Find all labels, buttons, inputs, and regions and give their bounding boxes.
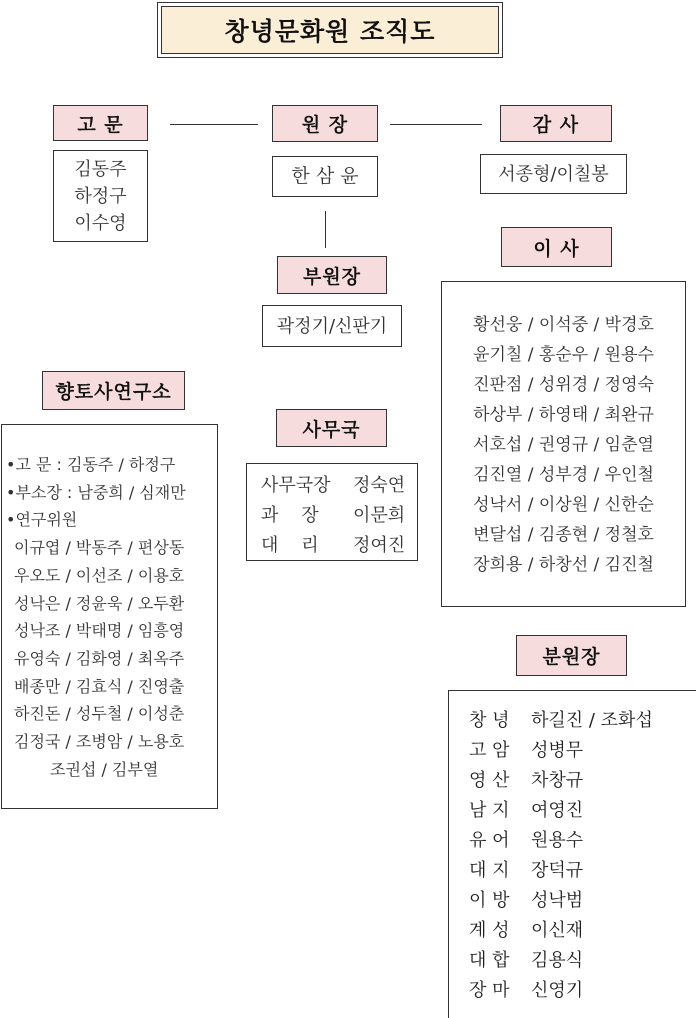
- board-label: 이 사: [501, 227, 612, 267]
- branch-row: [469, 976, 696, 1006]
- research-line: •부소장 : 남중희 / 심재만: [6, 482, 186, 502]
- branch-row: [469, 826, 696, 856]
- branch-place: 장 마: [469, 980, 510, 1001]
- office-name: 정여진: [353, 535, 406, 556]
- director-label: 원 장: [272, 105, 378, 142]
- branch-place: 영 산: [469, 770, 510, 791]
- board-row: 황선웅 / 이석중 / 박경호: [473, 315, 654, 335]
- advisor-name: 김동주: [74, 158, 127, 180]
- branch-head: 하길진 / 조화섭: [531, 710, 653, 731]
- branch-head: 성병무: [531, 740, 584, 761]
- branch-row: [469, 946, 696, 976]
- research-line: 김정국 / 조병암 / 노용호: [14, 732, 185, 752]
- branch-head: 신영기: [531, 980, 584, 1001]
- research-line: 유영숙 / 김화영 / 최옥주: [14, 648, 185, 668]
- branch-row: [469, 916, 696, 946]
- branch-place: 고 암: [469, 740, 510, 761]
- auditor-names: 서종형/이칠봉: [498, 163, 609, 185]
- branch-head: 차창규: [531, 770, 584, 791]
- branch-row: [469, 886, 696, 916]
- office-row: [261, 531, 417, 561]
- branch-row: [469, 796, 696, 826]
- branch-place: 창 녕: [469, 710, 510, 731]
- connector-director-vice: [325, 211, 326, 248]
- research-box: [1, 424, 218, 809]
- vice-director-box: [262, 305, 402, 347]
- board-row: 서호섭 / 권영규 / 임춘열: [473, 435, 654, 455]
- branch-place: 대 지: [469, 860, 510, 881]
- branches-box: [448, 690, 696, 1018]
- research-line: 배종만 / 김효식 / 진영출: [14, 676, 185, 696]
- board-row: 진판점 / 성위경 / 정영숙: [473, 375, 654, 395]
- director-name: 한 삼 윤: [291, 165, 359, 187]
- branch-place: 남 지: [469, 800, 510, 821]
- branch-row: [469, 856, 696, 886]
- research-label: 향토사연구소: [42, 371, 185, 410]
- advisor-label: 고 문: [53, 105, 148, 141]
- branch-place: 이 방: [469, 890, 510, 911]
- office-role: 대 리: [261, 535, 319, 556]
- branch-head: 장덕규: [531, 860, 584, 881]
- research-line: 성낙조 / 박태명 / 임흥영: [14, 621, 185, 641]
- research-line: •고 문 : 김동주 / 하정구: [6, 455, 176, 474]
- auditor-label: 감 사: [500, 105, 612, 142]
- research-line: 성낙은 / 정윤욱 / 오두환: [14, 593, 185, 613]
- auditor-box: [480, 154, 627, 194]
- research-line: 하진돈 / 성두철 / 이성춘: [14, 704, 185, 724]
- office-role: 사무국장: [261, 475, 331, 496]
- board-row: 윤기칠 / 홍순우 / 원용수: [473, 345, 654, 365]
- branch-place: 대 합: [469, 950, 510, 971]
- branch-head: 김용식: [531, 950, 584, 971]
- advisor-name: 이수영: [74, 212, 127, 234]
- office-name: 이문희: [353, 505, 406, 526]
- branch-head: 이신재: [531, 920, 584, 941]
- branches-label: 분원장: [516, 635, 627, 676]
- research-line: 우오도 / 이선조 / 이용호: [14, 565, 185, 585]
- office-label: 사무국: [276, 409, 387, 447]
- advisor-name: 하정구: [74, 185, 127, 207]
- branch-head: 여영진: [531, 800, 584, 821]
- research-line: 조권섭 / 김부열: [50, 759, 159, 779]
- director-box: [272, 156, 378, 197]
- research-line: •연구위원: [6, 510, 78, 530]
- vice-director-label: 부원장: [277, 256, 387, 294]
- branch-row: [469, 706, 696, 736]
- connector-advisor-director: [170, 124, 258, 125]
- chart-title: 창녕문화원 조직도: [161, 6, 499, 54]
- branch-head: 원용수: [531, 830, 584, 851]
- research-line: 이규엽 / 박동주 / 편상동: [14, 538, 185, 558]
- office-role: 과 장: [261, 505, 319, 526]
- connector-director-auditor: [390, 124, 482, 125]
- office-row: [261, 501, 417, 531]
- board-row: 김진열 / 성부경 / 우인철: [473, 465, 654, 485]
- branch-place: 유 어: [469, 830, 510, 851]
- branch-place: 계 성: [469, 920, 510, 941]
- office-row: [261, 471, 417, 501]
- board-row: 변달섭 / 김종현 / 정철호: [473, 525, 654, 545]
- branch-head: 성낙범: [531, 890, 584, 911]
- branch-row: [469, 736, 696, 766]
- advisor-box: [53, 150, 148, 242]
- board-box: [441, 281, 686, 607]
- office-box: [246, 463, 418, 561]
- board-row: 하상부 / 하영태 / 최완규: [473, 405, 654, 425]
- title-frame: [157, 2, 503, 58]
- board-row: 성낙서 / 이상원 / 신한순: [473, 495, 654, 515]
- office-name: 정숙연: [353, 475, 406, 496]
- board-row: 장희용 / 하창선 / 김진철: [473, 555, 654, 575]
- vice-director-names: 곽정기/신판기: [276, 315, 388, 337]
- branch-row: [469, 766, 696, 796]
